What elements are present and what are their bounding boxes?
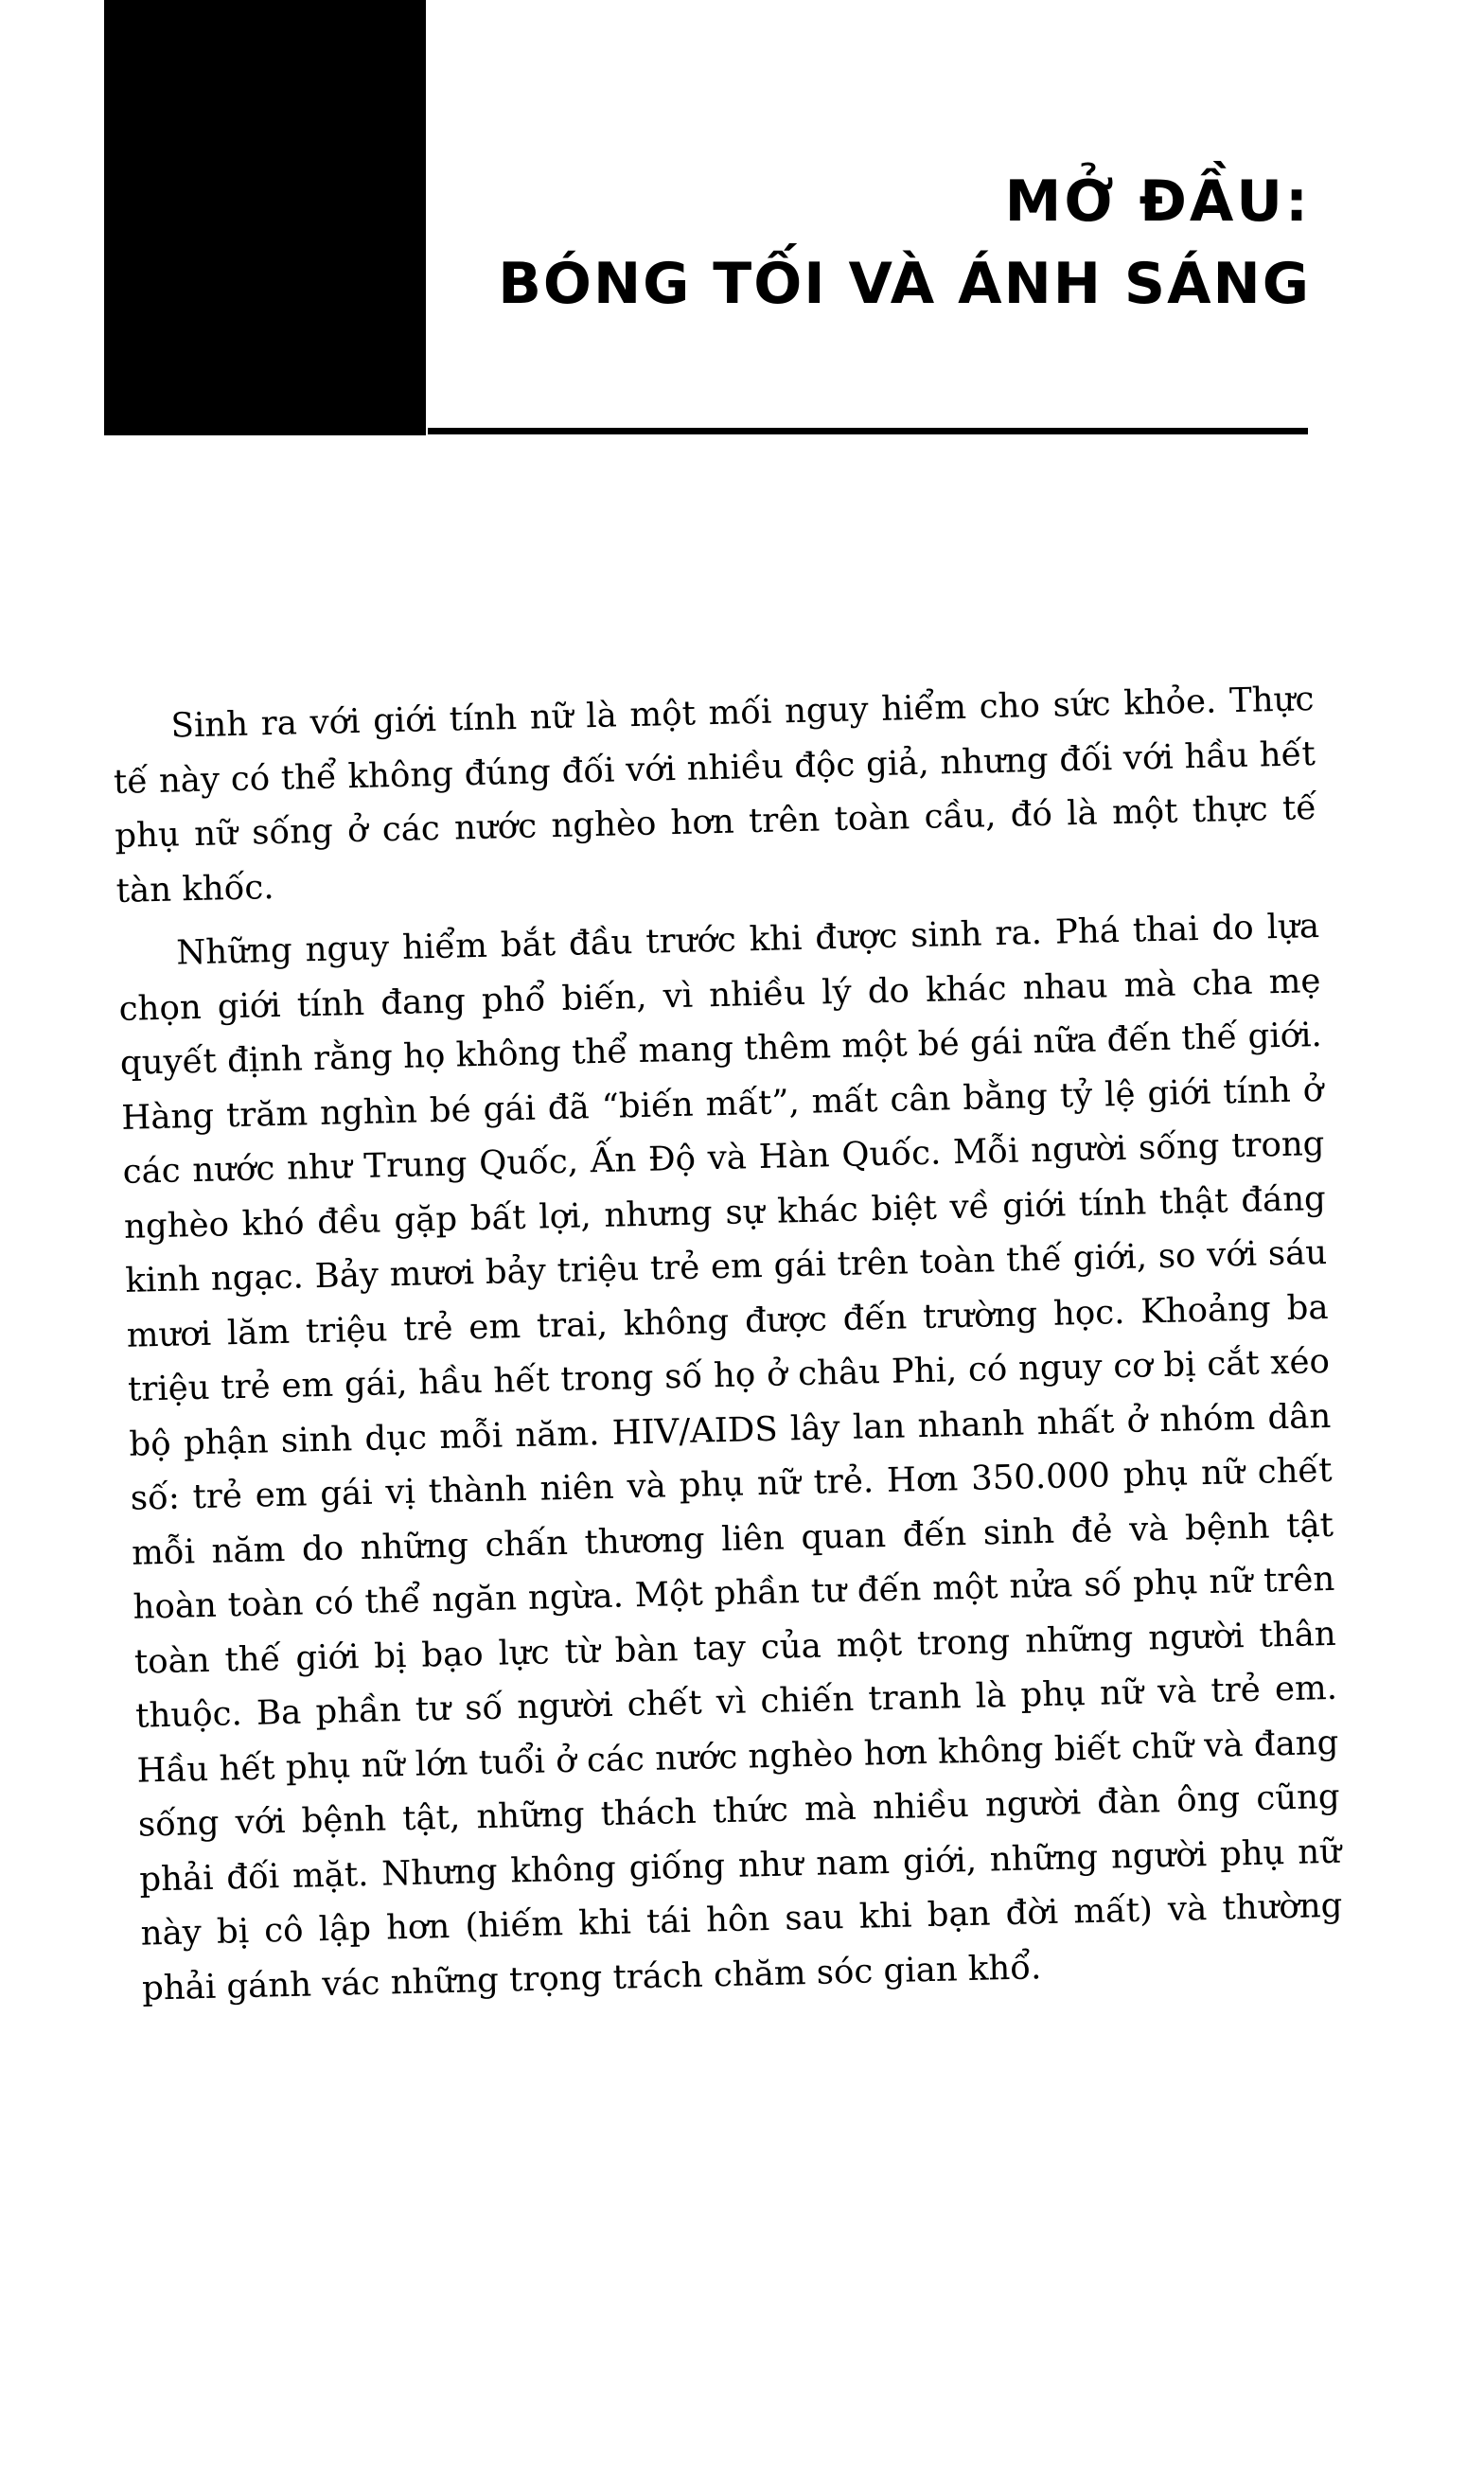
- chapter-heading-line-1: MỞ ĐẦU:: [1004, 168, 1311, 235]
- heading-divider: [428, 428, 1308, 434]
- chapter-heading-line-2: BÓNG TỐI VÀ ÁNH SÁNG: [498, 250, 1311, 317]
- decorative-black-block: [104, 0, 426, 435]
- paragraph: Sinh ra với giới tính nữ là một mối nguy hiểm cho sức khỏe. Thực tế này có thể không đúng đối với nhiều độc giả, nhưng đối với hầu hết phụ nữ sống ở các nước nghèo hơn trên toàn cầu, đó là một thực tế tàn khốc.: [113, 680, 1317, 911]
- paragraph: Những nguy hiểm bắt đầu trước khi được sinh ra. Phá thai do lựa chọn giới tính đang phổ biến, vì nhiều lý do khác nhau mà cha mẹ quyết định rằng họ không thể mang thêm một bé gái nữa đến thế giới. Hàng trăm nghìn bé gái đã “biến mất”, mất cân bằng tỷ lệ giới tính ở các nước như Trung Quốc, Ấn Độ và Hàn Quốc. Mỗi người sống trong nghèo khó đều gặp bất lợi, nhưng sự khác biệt về giới tính thật đáng kinh ngạc. Bảy mươi bảy triệu trẻ em gái trên toàn thế giới, so với sáu mươi lăm triệu trẻ em trai, không được đến trường học. Khoảng ba triệu trẻ em gái, hầu hết trong số họ ở châu Phi, có nguy cơ bị cắt xéo bộ phận sinh dục mỗi năm. HIV/AIDS lây lan nhanh nhất ở nhóm dân số: trẻ em gái vị thành niên và phụ nữ trẻ. Hơn 350.000 phụ nữ chết mỗi năm do những chấn thương liên quan đến sinh đẻ và bệnh tật hoàn toàn có thể ngăn ngừa. Một phần tư đến một nửa số phụ nữ trên toàn thế giới bị bạo lực từ bàn tay của một trong những người thân thuộc. Ba phần tư số người chết vì chiến tranh là phụ nữ và trẻ em. Hầu hết phụ nữ lớn tuổi ở các nước nghèo hơn không biết chữ và đang sống với bệnh tật, những thách thức mà nhiều người đàn ông cũng phải đối mặt. Nhưng không giống như nam giới, những người phụ nữ này bị cô lập hơn (hiếm khi tái hôn sau khi bạn đời mất) và thường phải gánh vác những trọng trách chăm sóc gian khổ.: [118, 907, 1343, 2008]
- body-text: [112, 672, 1344, 2016]
- chapter-heading: [426, 166, 1311, 321]
